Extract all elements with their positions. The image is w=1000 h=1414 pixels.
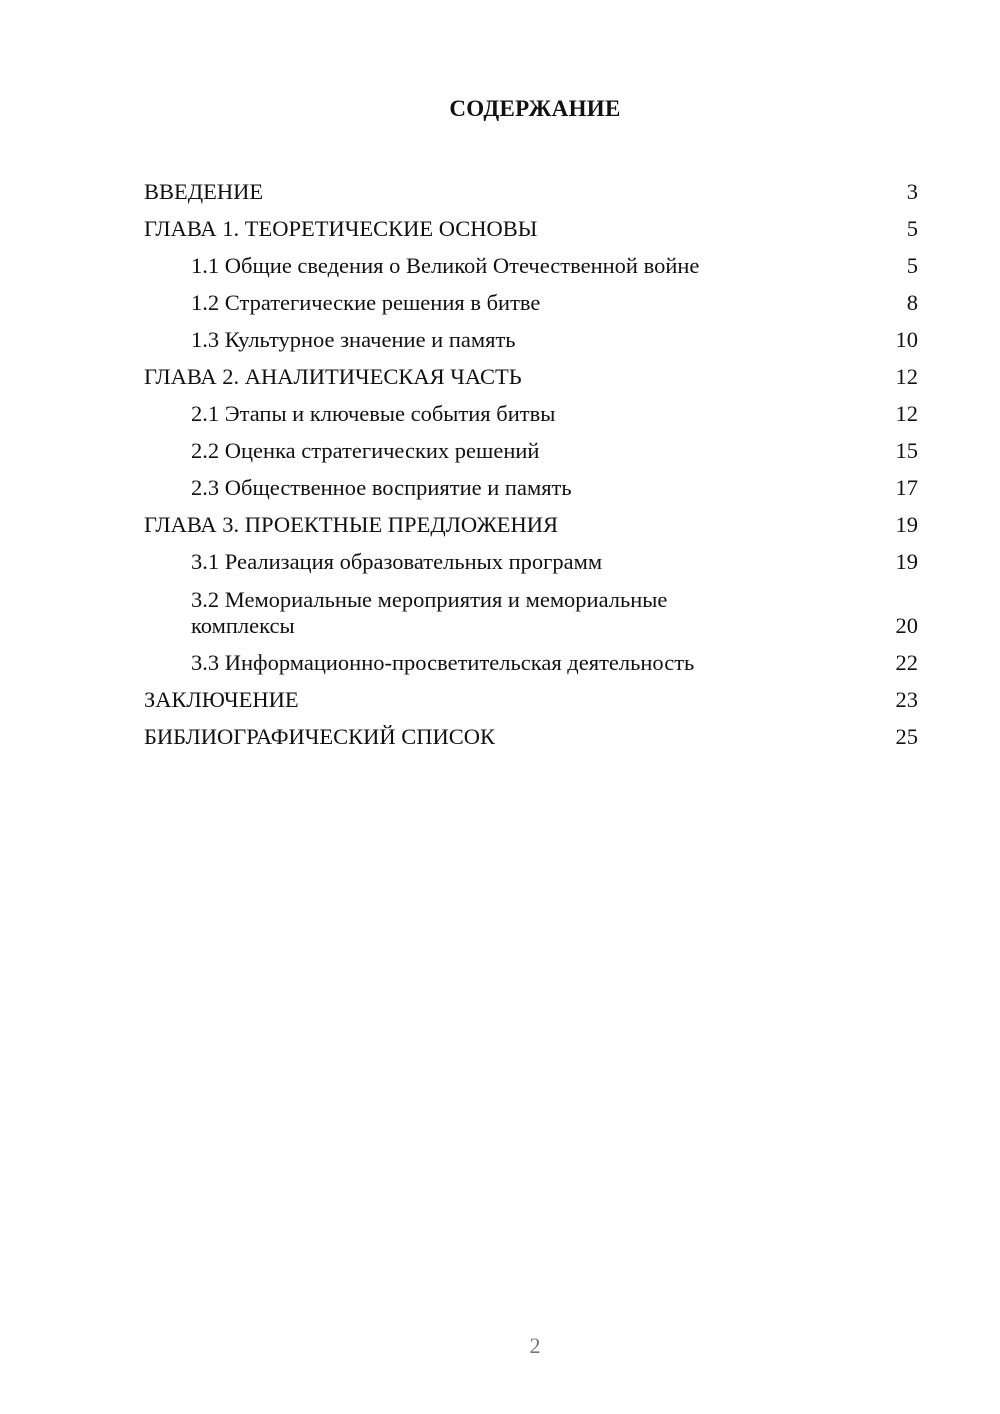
page-title: СОДЕРЖАНИЕ — [449, 96, 621, 121]
toc-entry-section-1-1[interactable] — [144, 244, 918, 281]
toc-entry-text: 1.3 Культурное значение и память — [191, 327, 516, 352]
toc-entry-text: ГЛАВА 3. ПРОЕКТНЫЕ ПРЕДЛОЖЕНИЯ — [144, 512, 559, 537]
toc-entry-page: 19 — [895, 549, 918, 574]
toc-entry-section-2-2[interactable] — [144, 429, 918, 466]
toc-entry-chapter-3[interactable] — [144, 503, 918, 540]
toc-entry-page: 25 — [895, 724, 918, 749]
page-number: 2 — [529, 1333, 541, 1358]
toc-entry-page: 12 — [895, 364, 918, 389]
toc-entry-page: 15 — [895, 438, 918, 463]
toc-entry-text: 2.1 Этапы и ключевые события битвы — [191, 401, 556, 426]
toc-entry-page: 8 — [906, 290, 918, 315]
toc-entry-section-2-3[interactable] — [144, 466, 918, 503]
toc-entry-page: 5 — [906, 253, 918, 278]
toc-entry-text: 3.1 Реализация образовательных программ — [191, 549, 603, 574]
toc-entry-page: 23 — [895, 687, 918, 712]
toc-entry-page: 10 — [895, 327, 918, 352]
toc-entry-text: 2.2 Оценка стратегических решений — [191, 438, 540, 463]
toc-entry-text: 2.3 Общественное восприятие и память — [191, 475, 572, 500]
toc-entry-page: 5 — [906, 216, 918, 241]
toc-entry-section-3-1[interactable] — [144, 540, 918, 577]
toc-entry-section-2-1[interactable] — [144, 392, 918, 429]
toc-entry-text: 1.2 Стратегические решения в битве — [191, 290, 541, 315]
toc-entry-text: ЗАКЛЮЧЕНИЕ — [144, 687, 299, 712]
toc-entry-page: 3 — [906, 179, 918, 204]
toc-entry-section-3-3[interactable] — [144, 641, 918, 678]
toc-entry-chapter-2[interactable] — [144, 355, 918, 392]
toc-entry-text: 1.1 Общие сведения о Великой Отечественной войне — [191, 253, 700, 278]
toc-entry-chapter-1[interactable] — [144, 207, 918, 244]
toc-entry-text: ВВЕДЕНИЕ — [144, 179, 264, 204]
table-of-contents — [144, 170, 918, 752]
toc-entry-conclusion[interactable] — [144, 678, 918, 715]
toc-entry-introduction[interactable] — [144, 170, 918, 207]
toc-entry-text: 3.2 Мемориальные мероприятия и мемориальные комплексы — [191, 587, 668, 638]
toc-entry-text: 3.3 Информационно-просветительская деятельность — [191, 650, 695, 675]
toc-entry-section-1-3[interactable] — [144, 318, 918, 355]
toc-entry-page: 12 — [895, 401, 918, 426]
toc-entry-page: 17 — [895, 475, 918, 500]
toc-entry-page: 20 — [895, 613, 918, 638]
toc-entry-text: ГЛАВА 2. АНАЛИТИЧЕСКАЯ ЧАСТЬ — [144, 364, 522, 389]
toc-entry-bibliography[interactable] — [144, 715, 918, 752]
toc-entry-section-3-2[interactable] — [144, 577, 918, 641]
toc-entry-text: БИБЛИОГРАФИЧЕСКИЙ СПИСОК — [144, 724, 496, 749]
toc-entry-section-1-2[interactable] — [144, 281, 918, 318]
toc-entry-page: 19 — [895, 512, 918, 537]
toc-entry-page: 22 — [895, 650, 918, 675]
toc-entry-text: ГЛАВА 1. ТЕОРЕТИЧЕСКИЕ ОСНОВЫ — [144, 216, 538, 241]
